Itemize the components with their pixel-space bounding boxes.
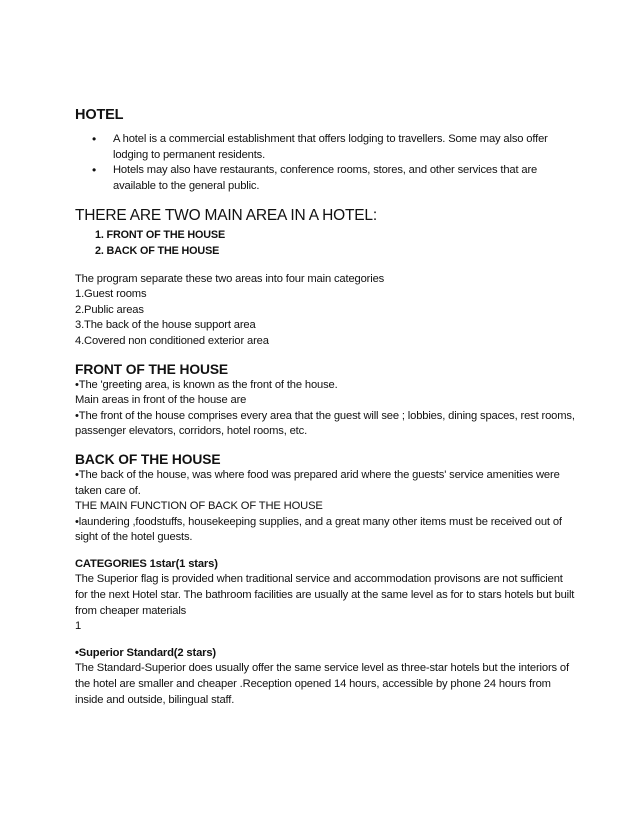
- category-item-3: 3.The back of the house support area: [75, 319, 256, 332]
- category-1-body: The Superior flag is provided when traditional service and accommodation provisons are not sufficient for the next Hotel star. The bathroom facilities are usually at the same level as for to stars hotels but built from cheaper materials: [75, 573, 575, 617]
- categories-block: [75, 272, 578, 350]
- category-1-section: [75, 557, 578, 635]
- front-line-2: Main areas in front of the house are: [75, 394, 247, 407]
- back-of-house-section: [75, 451, 578, 546]
- category-2-body: The Standard-Superior does usually offer the same service level as three-star hotels but the interiors of the hotel are smaller and cheaper .Reception opened 14 hours, accessible by phone 24 hours from inside and outside, bilingual staff.: [75, 662, 569, 706]
- category-item-1: 1.Guest rooms: [75, 288, 147, 301]
- page-title: HOTEL: [75, 107, 124, 123]
- category-2-heading: •Superior Standard(2 stars): [75, 646, 216, 659]
- main-area-item-1: 1. FRONT OF THE HOUSE: [95, 229, 226, 242]
- main-area-item-2: 2. BACK OF THE HOUSE: [95, 244, 220, 257]
- intro-bullet-list: [75, 132, 578, 194]
- intro-bullet-1: • A hotel is a commercial establishment that offers lodging to travellers. Some may also offer lodging to permanent residents.: [75, 132, 578, 163]
- front-line-3: •The front of the house comprises every area that the guest will see ; lobbies, dining spaces, rest rooms, passenger elevators, corridors, hotel rooms, etc.: [75, 409, 575, 438]
- back-line-2: THE MAIN FUNCTION OF BACK OF THE HOUSE: [75, 500, 323, 513]
- back-heading: BACK OF THE HOUSE: [75, 451, 221, 467]
- intro-bullet-2: • Hotels may also have restaurants, conference rooms, stores, and other services that are available to the general public.: [75, 163, 578, 194]
- page-number: 1: [75, 620, 82, 633]
- back-line-1: •The back of the house, was where food was prepared arid where the guests' service amenities were taken care of.: [75, 468, 560, 497]
- front-heading: FRONT OF THE HOUSE: [75, 361, 229, 377]
- categories-intro: The program separate these two areas into four main categories: [75, 272, 385, 285]
- main-area-heading: THERE ARE TWO MAIN AREA IN A HOTEL:: [75, 207, 377, 225]
- front-line-1: •The 'greeting area, is known as the front of the house.: [75, 378, 338, 391]
- category-item-2: 2.Public areas: [75, 303, 144, 316]
- main-area-list: [75, 228, 578, 259]
- category-item-4: 4.Covered non conditioned exterior area: [75, 334, 269, 347]
- front-of-house-section: [75, 361, 578, 440]
- category-1-heading: CATEGORIES 1star(1 stars): [75, 557, 218, 570]
- back-line-3: •laundering ,foodstuffs, housekeeping supplies, and a great many other items must be received out of sight of the hotel guests.: [75, 515, 562, 544]
- category-2-section: [75, 646, 578, 708]
